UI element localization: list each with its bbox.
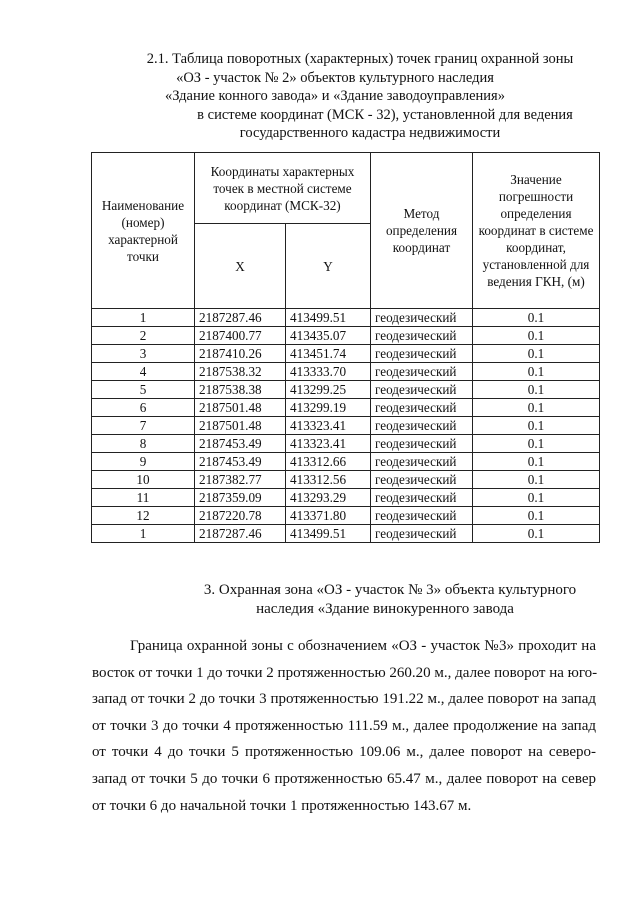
y-coordinate: 413371.80 <box>286 507 371 525</box>
y-coordinate: 413451.74 <box>286 345 371 363</box>
method: геодезический <box>371 453 473 471</box>
table-row <box>92 453 600 471</box>
paragraph-line: от точки 3 до точки 4 протяженностью 111.59 м., далее продолжение на запад <box>92 717 596 734</box>
x-coordinate: 2187501.48 <box>195 417 286 435</box>
caption-line: государственного кадастра недвижимости <box>239 125 501 141</box>
point-number: 1 <box>92 525 195 543</box>
header-x: X <box>195 224 286 309</box>
table-row <box>92 399 600 417</box>
point-number: 3 <box>92 345 195 363</box>
method: геодезический <box>371 471 473 489</box>
method: геодезический <box>371 525 473 543</box>
header-point-name: Наименование (номер) характерной точки <box>92 153 195 309</box>
x-coordinate: 2187453.49 <box>195 435 286 453</box>
y-coordinate: 413299.25 <box>286 381 371 399</box>
error-value: 0.1 <box>473 435 600 453</box>
y-coordinate: 413323.41 <box>286 417 371 435</box>
section-title-line: наследия «Здание винокуренного завода <box>256 601 514 617</box>
section-title-line: 3. Охранная зона «ОЗ - участок № 3» объекта культурного <box>203 582 577 598</box>
point-number: 11 <box>92 489 195 507</box>
x-coordinate: 2187400.77 <box>195 327 286 345</box>
error-value: 0.1 <box>473 363 600 381</box>
caption-line: «Здание конного завода» и «Здание заводоуправления» <box>165 88 505 104</box>
method: геодезический <box>371 363 473 381</box>
y-coordinate: 413435.07 <box>286 327 371 345</box>
caption-line: «ОЗ - участок № 2» объектов культурного наследия <box>176 69 494 86</box>
table-row <box>92 435 600 453</box>
table-row <box>92 363 600 381</box>
point-number: 8 <box>92 435 195 453</box>
error-value: 0.1 <box>473 453 600 471</box>
error-value: 0.1 <box>473 399 600 417</box>
table-row <box>92 345 600 363</box>
method: геодезический <box>371 327 473 345</box>
method: геодезический <box>371 417 473 435</box>
point-number: 6 <box>92 399 195 417</box>
table-row <box>92 507 600 525</box>
x-coordinate: 2187382.77 <box>195 471 286 489</box>
method: геодезический <box>371 399 473 417</box>
table-caption <box>0 50 640 143</box>
method: геодезический <box>371 309 473 327</box>
point-number: 1 <box>92 309 195 327</box>
x-coordinate: 2187287.46 <box>195 309 286 327</box>
table-row <box>92 381 600 399</box>
x-coordinate: 2187538.32 <box>195 363 286 381</box>
y-coordinate: 413312.66 <box>286 453 371 471</box>
table-row <box>92 489 600 507</box>
section-3-title <box>0 581 640 619</box>
y-coordinate: 413499.51 <box>286 525 371 543</box>
error-value: 0.1 <box>473 471 600 489</box>
point-number: 12 <box>92 507 195 525</box>
table-row <box>92 471 600 489</box>
paragraph-line: запад от точки 2 до точки 3 протяженностью 191.22 м., далее поворот на запад <box>92 691 596 708</box>
error-value: 0.1 <box>473 381 600 399</box>
paragraph-line: от точки 4 до точки 5 протяженностью 109.06 м., далее поворот на северо- <box>92 744 596 761</box>
point-number: 7 <box>92 417 195 435</box>
x-coordinate: 2187287.46 <box>195 525 286 543</box>
error-value: 0.1 <box>473 309 600 327</box>
table-row <box>92 309 600 327</box>
x-coordinate: 2187359.09 <box>195 489 286 507</box>
caption-line: 2.1. Таблица поворотных (характерных) точек границ охранной зоны <box>146 51 574 67</box>
method: геодезический <box>371 345 473 363</box>
x-coordinate: 2187538.38 <box>195 381 286 399</box>
point-number: 4 <box>92 363 195 381</box>
y-coordinate: 413293.29 <box>286 489 371 507</box>
method: геодезический <box>371 489 473 507</box>
point-number: 5 <box>92 381 195 399</box>
header-error: Значение погрешности определения координат в системе координат, установленной для ведения ГКН, (м) <box>473 153 600 309</box>
y-coordinate: 413299.19 <box>286 399 371 417</box>
paragraph-line: Граница охранной зоны с обозначением «ОЗ - участок №3» проходит на <box>130 638 596 654</box>
paragraph-line: запад от точки 5 до точки 6 протяженностью 65.47 м., далее поворот на север <box>92 770 596 787</box>
error-value: 0.1 <box>473 345 600 363</box>
y-coordinate: 413312.56 <box>286 471 371 489</box>
error-value: 0.1 <box>473 507 600 525</box>
method: геодезический <box>371 435 473 453</box>
table-row <box>92 327 600 345</box>
error-value: 0.1 <box>473 417 600 435</box>
y-coordinate: 413499.51 <box>286 309 371 327</box>
table-row <box>92 417 600 435</box>
x-coordinate: 2187501.48 <box>195 399 286 417</box>
error-value: 0.1 <box>473 327 600 345</box>
section-3-paragraph <box>92 633 596 819</box>
header-method: Метод определения координат <box>371 153 473 309</box>
coordinates-table <box>91 152 600 543</box>
point-number: 10 <box>92 471 195 489</box>
x-coordinate: 2187410.26 <box>195 345 286 363</box>
x-coordinate: 2187453.49 <box>195 453 286 471</box>
point-number: 9 <box>92 453 195 471</box>
error-value: 0.1 <box>473 489 600 507</box>
caption-line: в системе координат (МСК - 32), установленной для ведения <box>197 106 573 123</box>
header-y: Y <box>286 224 371 309</box>
method: геодезический <box>371 507 473 525</box>
table-row <box>92 525 600 543</box>
header-coordinates: Координаты характерных точек в местной системе координат (МСК-32) <box>195 153 371 224</box>
point-number: 2 <box>92 327 195 345</box>
error-value: 0.1 <box>473 525 600 543</box>
y-coordinate: 413333.70 <box>286 363 371 381</box>
x-coordinate: 2187220.78 <box>195 507 286 525</box>
table-body <box>92 309 600 543</box>
paragraph-line: восток от точки 1 до точки 2 протяженностью 260.20 м., далее поворот на юго- <box>92 664 598 681</box>
y-coordinate: 413323.41 <box>286 435 371 453</box>
paragraph-line: от точки 6 до начальной точки 1 протяженностью 143.67 м. <box>92 797 472 814</box>
method: геодезический <box>371 381 473 399</box>
